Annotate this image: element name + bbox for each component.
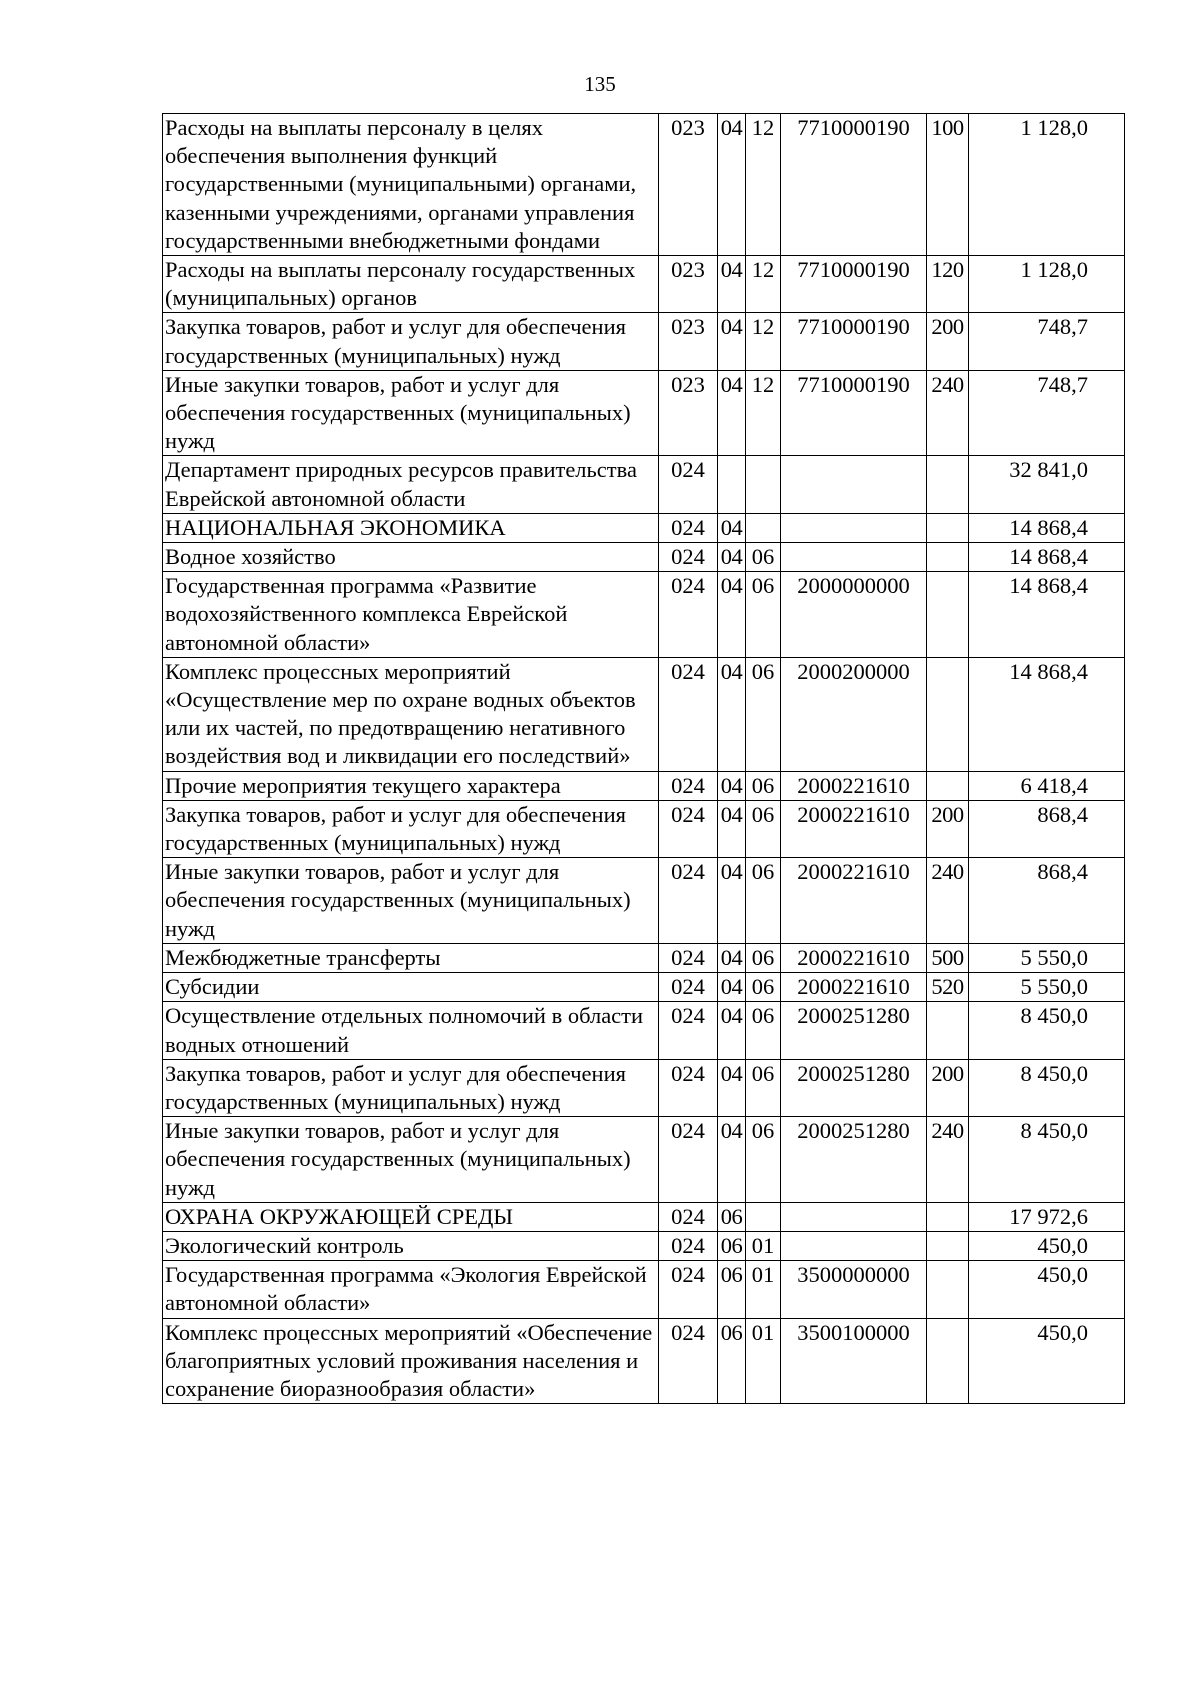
cell-csr: 2000200000 (781, 657, 927, 771)
cell-sum: 8 450,0 (969, 1002, 1125, 1059)
cell-vr (927, 572, 969, 658)
cell-sum: 14 868,4 (969, 513, 1125, 542)
cell-vr (927, 543, 969, 572)
cell-sum: 14 868,4 (969, 657, 1125, 771)
cell-name: Иные закупки товаров, работ и услуг для обеспечения государственных (муниципальных) нужд (163, 370, 659, 456)
cell-pr: 12 (746, 370, 781, 456)
cell-pr: 01 (746, 1231, 781, 1260)
cell-grbs: 023 (659, 313, 718, 370)
cell-name: Государственная программа «Развитие водохозяйственного комплекса Еврейской автономной области» (163, 572, 659, 658)
cell-rz: 04 (718, 513, 746, 542)
cell-sum: 32 841,0 (969, 456, 1125, 513)
cell-name: Государственная программа «Экология Еврейской автономной области» (163, 1261, 659, 1318)
cell-pr: 06 (746, 543, 781, 572)
table-row (163, 513, 1125, 542)
cell-sum: 14 868,4 (969, 572, 1125, 658)
cell-csr: 2000221610 (781, 800, 927, 857)
cell-vr: 240 (927, 858, 969, 944)
cell-grbs: 024 (659, 858, 718, 944)
cell-name: Иные закупки товаров, работ и услуг для обеспечения государственных (муниципальных) нужд (163, 858, 659, 944)
table-row (163, 858, 1125, 944)
cell-rz: 04 (718, 943, 746, 972)
cell-sum: 450,0 (969, 1261, 1125, 1318)
cell-rz: 06 (718, 1261, 746, 1318)
cell-csr: 2000221610 (781, 771, 927, 800)
cell-grbs: 024 (659, 771, 718, 800)
cell-rz: 04 (718, 1059, 746, 1116)
cell-csr: 2000251280 (781, 1002, 927, 1059)
table-row (163, 543, 1125, 572)
table-row (163, 572, 1125, 658)
cell-csr: 3500000000 (781, 1261, 927, 1318)
table-row (163, 370, 1125, 456)
cell-rz: 04 (718, 771, 746, 800)
cell-vr (927, 771, 969, 800)
cell-csr: 7710000190 (781, 313, 927, 370)
table-row (163, 1202, 1125, 1231)
cell-vr: 240 (927, 370, 969, 456)
cell-grbs: 024 (659, 1002, 718, 1059)
cell-sum: 748,7 (969, 370, 1125, 456)
cell-pr: 06 (746, 943, 781, 972)
cell-rz: 06 (718, 1202, 746, 1231)
cell-grbs: 024 (659, 1231, 718, 1260)
cell-sum: 868,4 (969, 858, 1125, 944)
cell-grbs: 024 (659, 800, 718, 857)
cell-pr: 06 (746, 1059, 781, 1116)
cell-sum: 450,0 (969, 1318, 1125, 1404)
cell-rz: 04 (718, 973, 746, 1002)
cell-name: Субсидии (163, 973, 659, 1002)
cell-sum: 8 450,0 (969, 1059, 1125, 1116)
table-row (163, 1059, 1125, 1116)
cell-vr: 500 (927, 943, 969, 972)
cell-vr (927, 1231, 969, 1260)
cell-name: Комплекс процессных мероприятий «Обеспечение благоприятных условий проживания населения и сохранение биоразнообразия области» (163, 1318, 659, 1404)
cell-rz: 04 (718, 1002, 746, 1059)
cell-vr: 120 (927, 256, 969, 313)
cell-grbs: 024 (659, 657, 718, 771)
table-row (163, 1318, 1125, 1404)
cell-csr (781, 543, 927, 572)
cell-vr: 520 (927, 973, 969, 1002)
cell-vr (927, 1261, 969, 1318)
cell-csr: 2000000000 (781, 572, 927, 658)
cell-name: Осуществление отдельных полномочий в области водных отношений (163, 1002, 659, 1059)
cell-vr: 200 (927, 313, 969, 370)
cell-pr: 12 (746, 114, 781, 256)
cell-grbs: 024 (659, 1059, 718, 1116)
cell-csr: 3500100000 (781, 1318, 927, 1404)
cell-csr (781, 456, 927, 513)
cell-csr: 2000221610 (781, 973, 927, 1002)
cell-vr (927, 1202, 969, 1231)
cell-vr: 200 (927, 800, 969, 857)
cell-csr (781, 1202, 927, 1231)
cell-grbs: 023 (659, 114, 718, 256)
table-row (163, 657, 1125, 771)
cell-grbs: 024 (659, 572, 718, 658)
cell-csr: 7710000190 (781, 256, 927, 313)
cell-csr (781, 513, 927, 542)
cell-sum: 450,0 (969, 1231, 1125, 1260)
cell-grbs: 024 (659, 943, 718, 972)
cell-pr: 06 (746, 657, 781, 771)
cell-pr: 12 (746, 313, 781, 370)
cell-pr: 06 (746, 858, 781, 944)
table-body (163, 114, 1125, 1404)
table-row (163, 114, 1125, 256)
cell-vr (927, 1318, 969, 1404)
cell-pr (746, 1202, 781, 1231)
cell-name: НАЦИОНАЛЬНАЯ ЭКОНОМИКА (163, 513, 659, 542)
table-row (163, 1117, 1125, 1203)
cell-name: Иные закупки товаров, работ и услуг для обеспечения государственных (муниципальных) нужд (163, 1117, 659, 1203)
cell-rz: 04 (718, 370, 746, 456)
cell-csr: 2000221610 (781, 943, 927, 972)
table-row (163, 973, 1125, 1002)
cell-grbs: 024 (659, 1202, 718, 1231)
cell-grbs: 024 (659, 1318, 718, 1404)
cell-grbs: 024 (659, 1117, 718, 1203)
cell-pr: 06 (746, 771, 781, 800)
cell-sum: 1 128,0 (969, 256, 1125, 313)
cell-sum: 17 972,6 (969, 1202, 1125, 1231)
cell-rz: 04 (718, 572, 746, 658)
table-row (163, 1261, 1125, 1318)
cell-vr (927, 456, 969, 513)
cell-name: Комплекс процессных мероприятий «Осуществление мер по охране водных объектов или их частей, по предотвращению негативного воздействия вод и ликвидации его последствий» (163, 657, 659, 771)
cell-pr (746, 456, 781, 513)
table-row (163, 456, 1125, 513)
cell-name: Департамент природных ресурсов правительства Еврейской автономной области (163, 456, 659, 513)
cell-pr: 06 (746, 800, 781, 857)
cell-sum: 868,4 (969, 800, 1125, 857)
cell-name: ОХРАНА ОКРУЖАЮЩЕЙ СРЕДЫ (163, 1202, 659, 1231)
cell-rz: 04 (718, 1117, 746, 1203)
cell-sum: 1 128,0 (969, 114, 1125, 256)
cell-grbs: 024 (659, 456, 718, 513)
cell-grbs: 024 (659, 543, 718, 572)
cell-csr: 2000251280 (781, 1117, 927, 1203)
cell-vr: 100 (927, 114, 969, 256)
table-row (163, 771, 1125, 800)
cell-rz (718, 456, 746, 513)
table-row (163, 313, 1125, 370)
cell-rz: 04 (718, 858, 746, 944)
cell-name: Расходы на выплаты персоналу в целях обеспечения выполнения функций государственными (муниципальными) органами, казенными учреждениями, органами управления государственными внебюджетными фондами (163, 114, 659, 256)
table-row (163, 1002, 1125, 1059)
cell-name: Прочие мероприятия текущего характера (163, 771, 659, 800)
cell-name: Межбюджетные трансферты (163, 943, 659, 972)
cell-name: Экологический контроль (163, 1231, 659, 1260)
cell-vr: 200 (927, 1059, 969, 1116)
budget-table (162, 113, 1125, 1404)
cell-pr (746, 513, 781, 542)
cell-grbs: 024 (659, 1261, 718, 1318)
cell-grbs: 024 (659, 513, 718, 542)
cell-sum: 6 418,4 (969, 771, 1125, 800)
cell-grbs: 023 (659, 370, 718, 456)
cell-sum: 5 550,0 (969, 943, 1125, 972)
cell-sum: 748,7 (969, 313, 1125, 370)
cell-sum: 14 868,4 (969, 543, 1125, 572)
cell-csr: 2000221610 (781, 858, 927, 944)
cell-name: Расходы на выплаты персоналу государственных (муниципальных) органов (163, 256, 659, 313)
cell-vr (927, 513, 969, 542)
cell-pr: 06 (746, 1002, 781, 1059)
cell-rz: 06 (718, 1231, 746, 1260)
cell-pr: 01 (746, 1261, 781, 1318)
cell-pr: 06 (746, 973, 781, 1002)
cell-rz: 04 (718, 256, 746, 313)
cell-rz: 04 (718, 543, 746, 572)
cell-csr: 7710000190 (781, 114, 927, 256)
cell-vr: 240 (927, 1117, 969, 1203)
cell-csr: 7710000190 (781, 370, 927, 456)
cell-csr (781, 1231, 927, 1260)
cell-name: Закупка товаров, работ и услуг для обеспечения государственных (муниципальных) нужд (163, 1059, 659, 1116)
cell-pr: 12 (746, 256, 781, 313)
cell-vr (927, 1002, 969, 1059)
table-row (163, 943, 1125, 972)
page-number: 135 (584, 72, 616, 96)
table-row (163, 800, 1125, 857)
cell-sum: 5 550,0 (969, 973, 1125, 1002)
cell-pr: 06 (746, 1117, 781, 1203)
cell-vr (927, 657, 969, 771)
cell-pr: 01 (746, 1318, 781, 1404)
cell-name: Закупка товаров, работ и услуг для обеспечения государственных (муниципальных) нужд (163, 313, 659, 370)
cell-rz: 04 (718, 800, 746, 857)
cell-rz: 04 (718, 313, 746, 370)
cell-grbs: 023 (659, 256, 718, 313)
cell-csr: 2000251280 (781, 1059, 927, 1116)
cell-grbs: 024 (659, 973, 718, 1002)
cell-pr: 06 (746, 572, 781, 658)
cell-rz: 04 (718, 657, 746, 771)
table-row (163, 1231, 1125, 1260)
table-row (163, 256, 1125, 313)
cell-name: Водное хозяйство (163, 543, 659, 572)
cell-rz: 06 (718, 1318, 746, 1404)
cell-sum: 8 450,0 (969, 1117, 1125, 1203)
cell-rz: 04 (718, 114, 746, 256)
cell-name: Закупка товаров, работ и услуг для обеспечения государственных (муниципальных) нужд (163, 800, 659, 857)
